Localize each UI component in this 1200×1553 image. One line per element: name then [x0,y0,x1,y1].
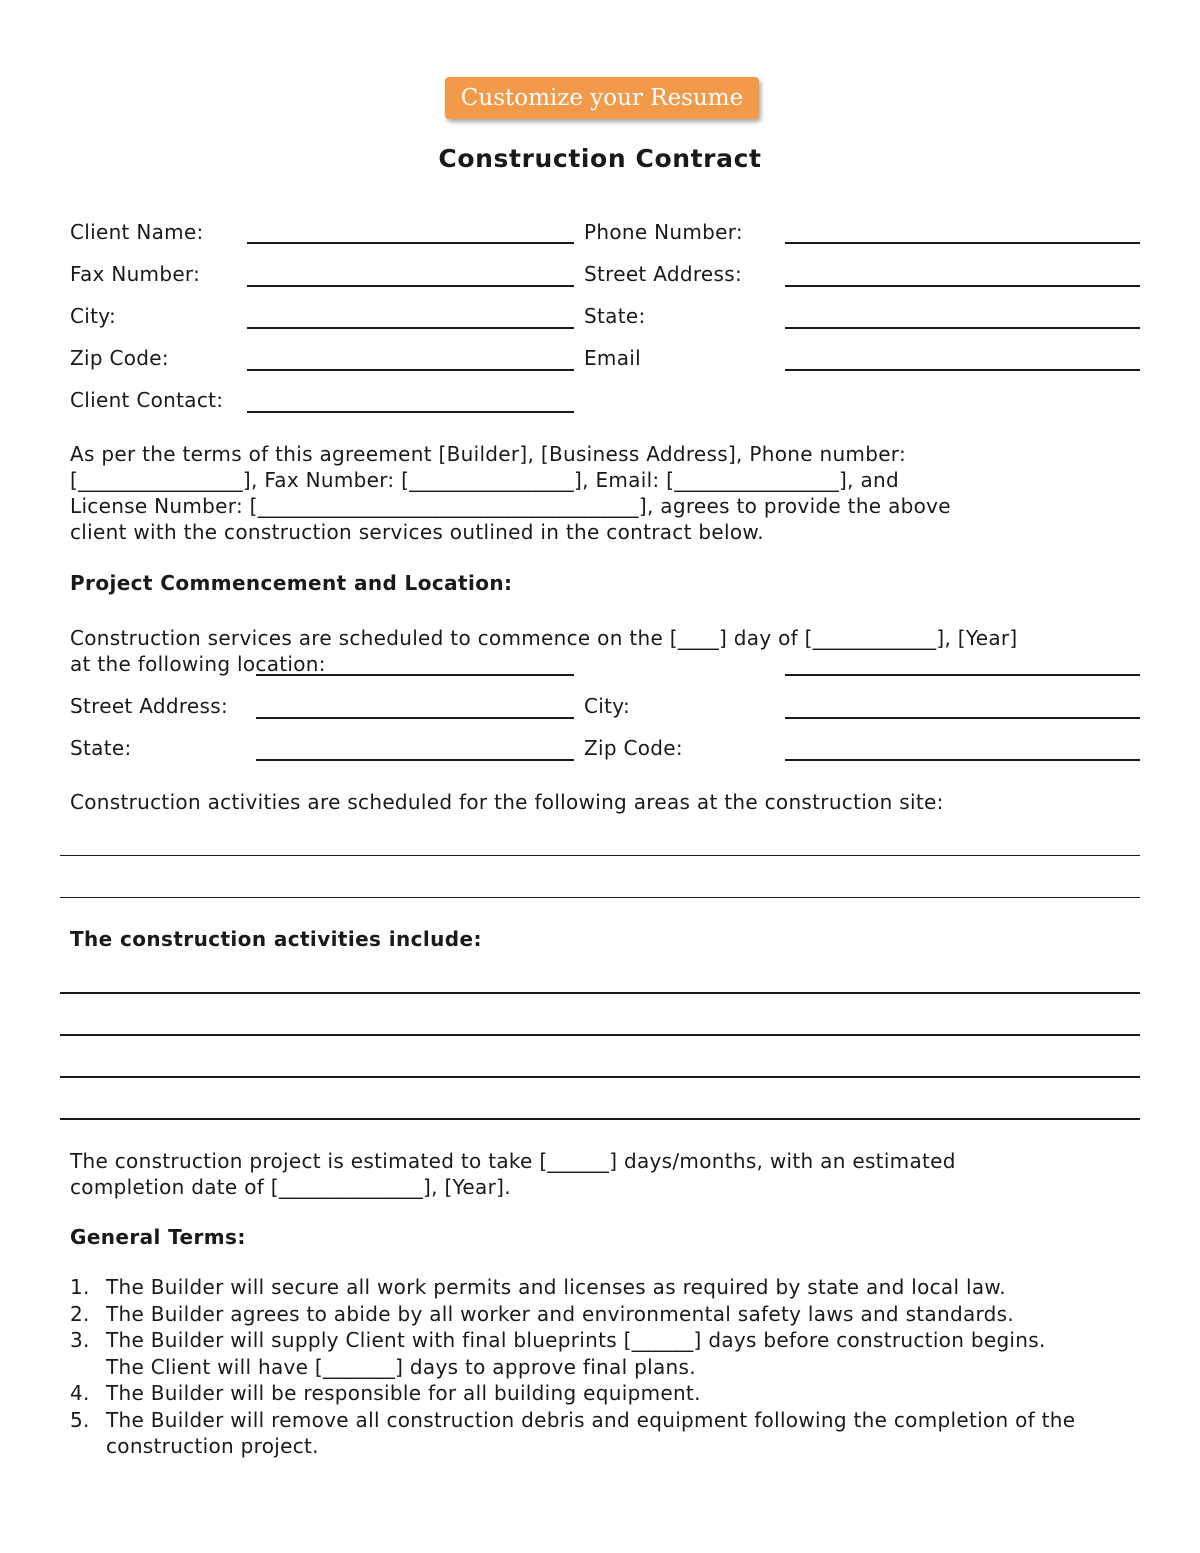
list-item [70,1301,1140,1328]
activities-heading: The construction activities include: [70,927,482,951]
site-zip-code-label: Zip Code: [584,736,683,760]
term-text: The Builder will supply Client with final blueprints [______] days before construction begins. [106,1328,1046,1352]
list-number: 4. [70,1381,90,1405]
general-terms-list [70,1274,1140,1460]
term-text: The Builder will secure all work permits and licenses as required by state and local law. [106,1275,1006,1299]
zip-code-label: Zip Code: [70,346,169,370]
term-text: The Builder will remove all construction debris and equipment following the completion of the [106,1407,1076,1432]
estimate-paragraph [70,1148,1135,1200]
commencement-line: Construction services are scheduled to commence on the [____] day of [____________], [Year] [70,626,1018,650]
agreement-line: License Number: [_____________________________________], agrees to provide the above [70,494,951,518]
term-text: The Builder agrees to abide by all worker and environmental safety laws and standards. [106,1301,1015,1326]
site-state-line[interactable] [256,759,574,761]
activities-line-1[interactable] [60,992,1140,994]
list-number: 1. [70,1275,90,1299]
client-name-label: Client Name: [70,220,204,244]
list-item [70,1327,1140,1380]
list-item [70,1407,1140,1460]
list-number: 5. [70,1407,90,1432]
agreement-line: As per the terms of this agreement [Builder], [Business Address], Phone number: [70,442,907,466]
location-line[interactable] [256,674,574,676]
page-title: Construction Contract [438,144,762,173]
list-number: 2. [70,1301,90,1326]
fax-number-line[interactable] [247,285,574,287]
commencement-paragraph [70,625,1135,677]
client-contact-line[interactable] [247,411,574,413]
client-name-line[interactable] [247,242,574,244]
estimate-line: The construction project is estimated to take [______] days/months, with an estimated [70,1149,956,1173]
client-contact-label: Client Contact: [70,388,224,412]
site-city-label: City: [584,694,630,718]
commencement-heading: Project Commencement and Location: [70,571,513,595]
zip-code-line[interactable] [247,369,574,371]
site-street-address-line[interactable] [256,717,574,719]
phone-number-line[interactable] [785,242,1140,244]
email-label: Email [584,346,641,370]
site-street-address-label: Street Address: [70,694,229,718]
site-zip-code-line[interactable] [785,759,1140,761]
site-city-line[interactable] [785,717,1140,719]
areas-line-1[interactable] [60,855,1140,856]
activities-line-2[interactable] [60,1034,1140,1036]
email-line[interactable] [785,369,1140,371]
activities-line-4[interactable] [60,1118,1140,1120]
site-state-label: State: [70,736,132,760]
list-item [70,1380,1140,1407]
street-address-label: Street Address: [584,262,743,286]
commencement-line: at the following location: [70,652,326,676]
general-terms-heading: General Terms: [70,1225,246,1249]
state-line[interactable] [785,327,1140,329]
term-text: The Client will have [_______] days to approve final plans. [106,1354,696,1379]
estimate-line: completion date of [______________], [Year]. [70,1175,511,1199]
areas-line-2[interactable] [60,897,1140,898]
street-address-line[interactable] [785,285,1140,287]
location-line-right[interactable] [785,674,1140,676]
city-label: City: [70,304,116,328]
agreement-line: client with the construction services outlined in the contract below. [70,520,764,544]
activities-line-3[interactable] [60,1076,1140,1078]
fax-number-label: Fax Number: [70,262,201,286]
term-text: construction project. [106,1434,319,1458]
list-number: 3. [70,1328,90,1352]
list-item [70,1274,1140,1301]
city-line[interactable] [247,327,574,329]
term-text: The Builder will be responsible for all building equipment. [106,1381,701,1405]
areas-text: Construction activities are scheduled for the following areas at the construction site: [70,790,944,814]
state-label: State: [584,304,646,328]
phone-number-label: Phone Number: [584,220,743,244]
agreement-line: [________________], Fax Number: [________________], Email: [________________], and [70,468,899,492]
agreement-paragraph [70,441,1135,545]
customize-resume-button[interactable]: Customize your Resume [445,77,759,119]
